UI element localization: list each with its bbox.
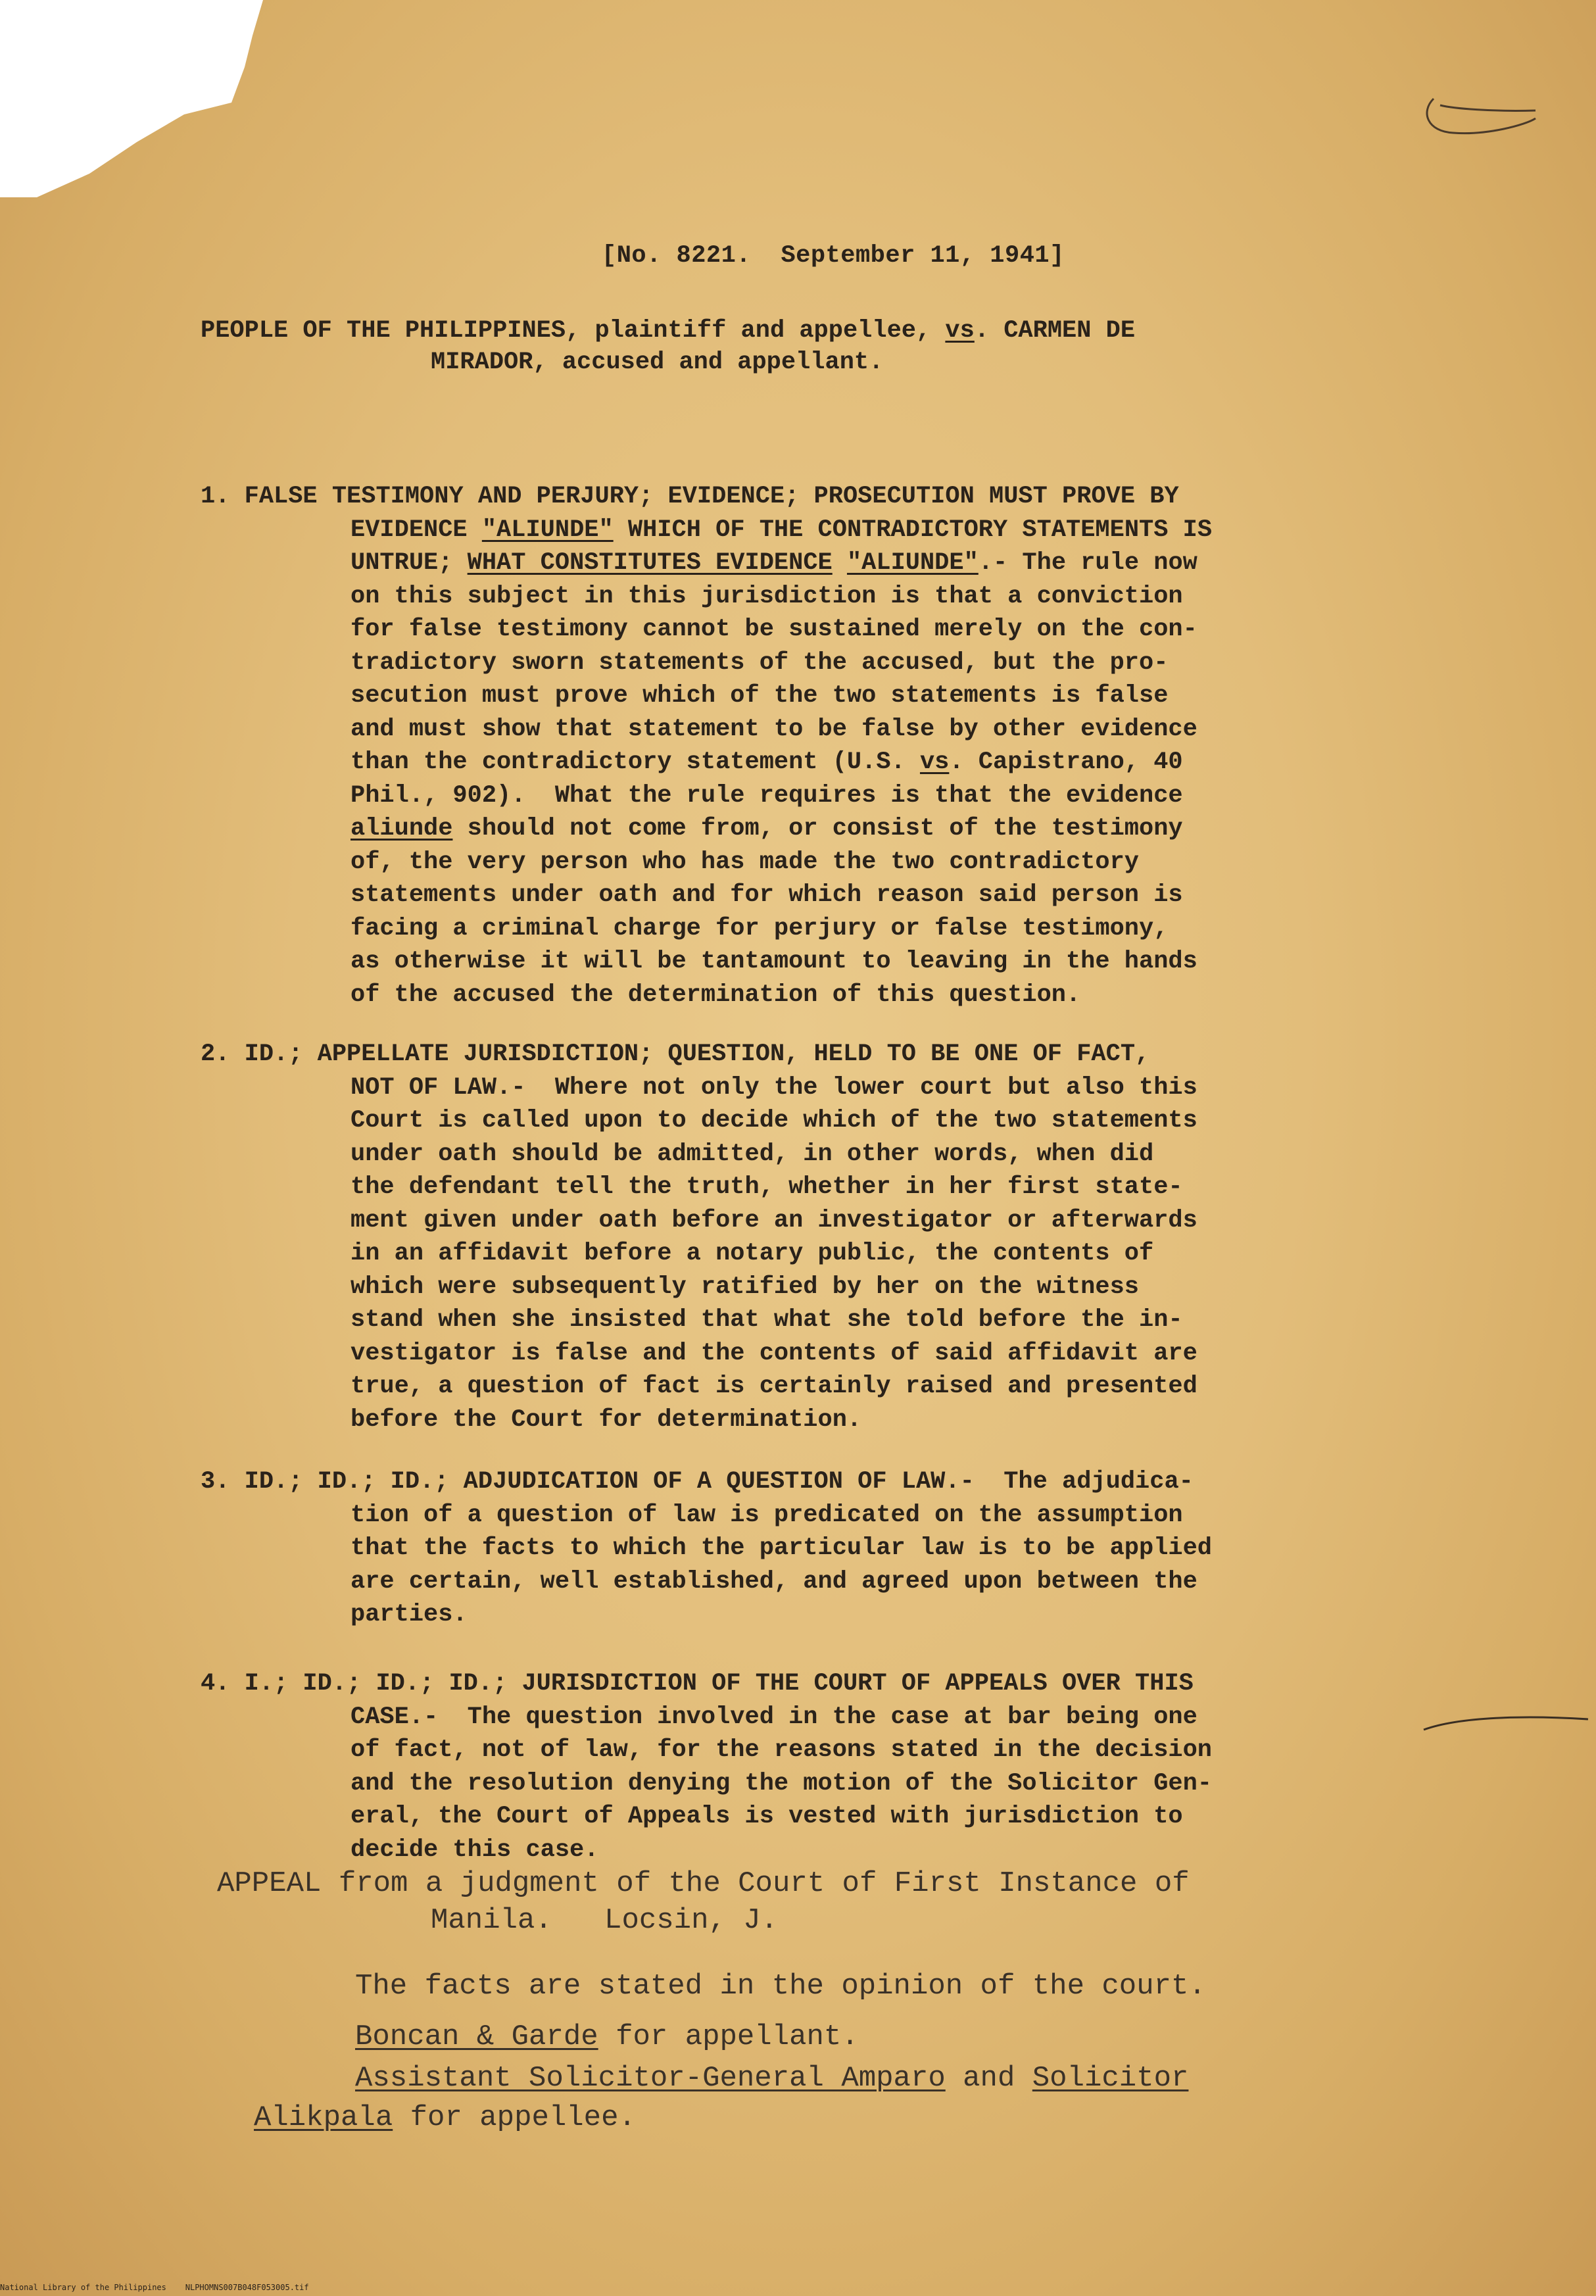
syllabus-line: aliunde should not come from, or consist of the testimony	[351, 815, 1183, 843]
syllabus-para-1	[201, 480, 1212, 1012]
syllabus-line: the defendant tell the truth, whether in her first state-	[351, 1173, 1183, 1201]
syllabus-line: which were subsequently ratified by her on the witness	[351, 1273, 1139, 1301]
case-number: [No. 8221. September 11, 1941]	[602, 242, 1065, 270]
syllabus-line: than the contradictory statement (U.S. vs. Capistrano, 40	[351, 748, 1183, 776]
syllabus-line: tradictory sworn statements of the accused, but the pro-	[351, 648, 1169, 677]
syllabus-line: 1. FALSE TESTIMONY AND PERJURY; EVIDENCE; PROSECUTION MUST PROVE BY	[201, 483, 1179, 510]
appeal-line-2: Manila. Locsin, J.	[431, 1904, 779, 1937]
syllabus-line: before the Court for determination.	[351, 1405, 862, 1434]
pen-stroke	[1420, 1710, 1591, 1736]
parties-heading	[201, 315, 1135, 378]
syllabus-line: statements under oath and for which reason said person is	[351, 881, 1183, 909]
facts-statement: The facts are stated in the opinion of the court.	[355, 1970, 1206, 2003]
parties-vs: vs	[945, 317, 975, 345]
syllabus-line: parties.	[351, 1601, 468, 1628]
appeal-line-1: APPEAL from a judgment of the Court of First Instance of	[217, 1867, 1190, 1900]
syllabus-line: Court is called upon to decide which of the two statements	[351, 1107, 1197, 1135]
syllabus-line: facing a criminal charge for perjury or false testimony,	[351, 914, 1169, 942]
syllabus-line: that the facts to which the particular law is to be applied	[351, 1534, 1213, 1562]
pen-mark	[1414, 85, 1539, 145]
syllabus-line: Phil., 902). What the rule requires is that the evidence	[351, 781, 1183, 810]
parties-line1-pre: PEOPLE OF THE PHILIPPINES, plaintiff and appellee,	[201, 317, 946, 345]
syllabus-line: of fact, not of law, for the reasons stated in the decision	[351, 1736, 1213, 1764]
syllabus-line: decide this case.	[351, 1836, 599, 1864]
parties-line2: MIRADOR, accused and appellant.	[431, 349, 884, 376]
syllabus-line: 2. ID.; APPELLATE JURISDICTION; QUESTION, HELD TO BE ONE OF FACT,	[201, 1040, 1150, 1068]
syllabus-line: UNTRUE; WHAT CONSTITUTES EVIDENCE "ALIUNDE".- The rule now	[351, 549, 1197, 577]
syllabus-line: true, a question of fact is certainly raised and presented	[351, 1373, 1197, 1400]
syllabus-line: 3. ID.; ID.; ID.; ADJUDICATION OF A QUESTION OF LAW.- The adjudica-	[201, 1468, 1194, 1496]
counsel-appellee-line-2: Alikpala for appellee.	[254, 2101, 636, 2134]
counsel-appellant	[355, 2017, 859, 2057]
syllabus-line: 4. I.; ID.; ID.; ID.; JURISDICTION OF THE COURT OF APPEALS OVER THIS	[201, 1670, 1194, 1698]
syllabus-line: eral, the Court of Appeals is vested with jurisdiction to	[351, 1803, 1183, 1830]
parties-line1-post: . CARMEN DE	[974, 317, 1136, 345]
syllabus-line: as otherwise it will be tantamount to leaving in the hands	[351, 948, 1197, 975]
syllabus-line: ment given under oath before an investigator or afterwards	[351, 1206, 1197, 1234]
syllabus-line: NOT OF LAW.- Where not only the lower court but also this	[351, 1073, 1197, 1102]
syllabus-para-4	[201, 1667, 1212, 1867]
syllabus-line: vestigator is false and the contents of said affidavit are	[351, 1339, 1197, 1367]
syllabus-line: in an affidavit before a notary public, the contents of	[351, 1240, 1154, 1267]
torn-corner	[0, 0, 263, 197]
syllabus-line: on this subject in this jurisdiction is that a conviction	[351, 582, 1183, 610]
syllabus-line: and must show that statement to be false by other evidence	[351, 715, 1197, 743]
syllabus-para-2	[201, 1038, 1197, 1436]
syllabus-line: EVIDENCE "ALIUNDE" WHICH OF THE CONTRADICTORY STATEMENTS IS	[351, 516, 1213, 544]
archive-footer: National Library of the Philippines NLPHOMNS007B048F053005.tif	[0, 2283, 309, 2292]
counsel-appellee	[254, 2059, 1188, 2137]
syllabus-line: and the resolution denying the motion of the Solicitor Gen-	[351, 1769, 1213, 1797]
syllabus-line: CASE.- The question involved in the case at bar being one	[351, 1703, 1197, 1731]
syllabus-line: are certain, well established, and agreed upon between the	[351, 1567, 1197, 1596]
syllabus-line: stand when she insisted that what she told before the in-	[351, 1306, 1183, 1334]
syllabus-line: secution must prove which of the two statements is false	[351, 682, 1169, 710]
syllabus-line: tion of a question of law is predicated on the assumption	[351, 1501, 1183, 1529]
syllabus-line: under oath should be admitted, in other words, when did	[351, 1140, 1154, 1168]
syllabus-para-3	[201, 1465, 1212, 1632]
counsel-appellant-role: for appellant.	[598, 2020, 859, 2053]
counsel-appellee-line-1: Assistant Solicitor-General Amparo and Solicitor	[355, 2062, 1189, 2095]
syllabus-line: for false testimony cannot be sustained merely on the con-	[351, 616, 1197, 643]
syllabus-line: of the accused the determination of this question.	[351, 981, 1081, 1009]
counsel-appellant-name: Boncan & Garde	[355, 2020, 598, 2053]
syllabus-line: of, the very person who has made the two contradictory	[351, 848, 1139, 876]
appeal-line	[217, 1865, 1190, 1939]
